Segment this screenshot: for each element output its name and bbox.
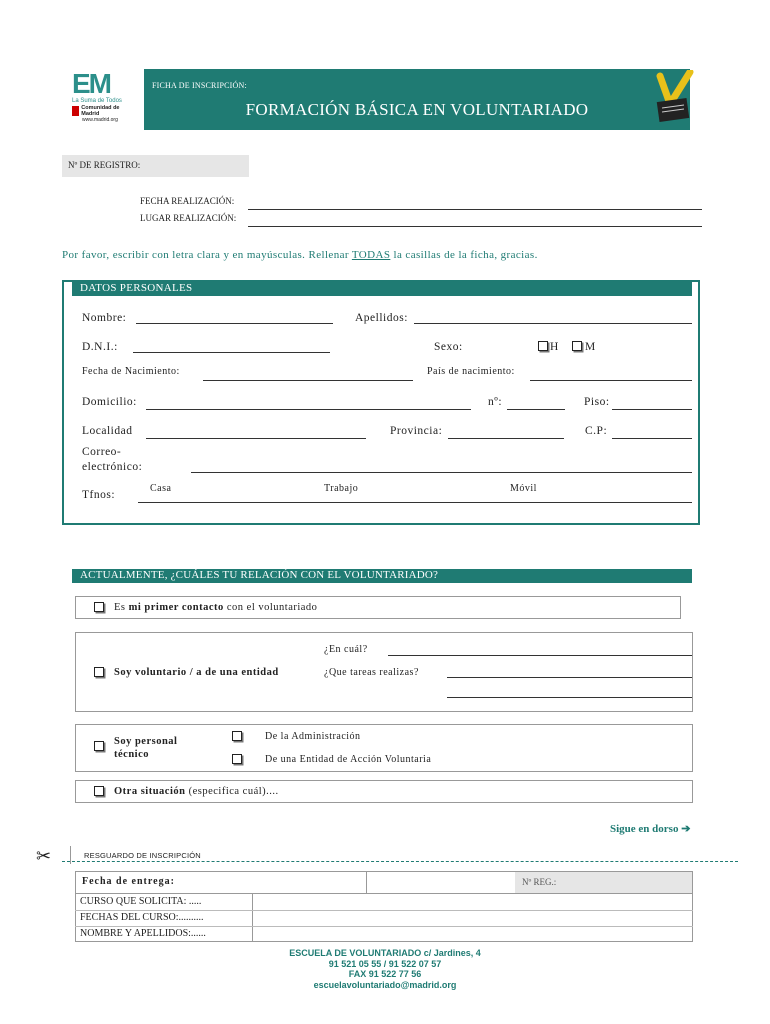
primer-contacto-c: con el voluntariado <box>223 602 318 613</box>
escuela-telefonos: 91 521 05 55 / 91 522 07 57 <box>328 958 442 969</box>
instructions-emph: TODAS <box>351 249 391 261</box>
datos-personales-header <box>72 281 692 296</box>
page-title: FORMACIÓN BÁSICA EN VOLUNTARIADO <box>245 100 589 119</box>
numero-label: nº: <box>488 396 503 408</box>
pais-nacimiento-label: País de nacimiento: <box>427 366 515 377</box>
administracion-checkbox[interactable] <box>232 731 242 741</box>
numero-line[interactable] <box>507 409 565 410</box>
escuela-fax: FAX 91 522 77 56 <box>348 969 422 979</box>
dni-label: D.N.I.: <box>82 341 118 353</box>
logo-em-text: EM <box>72 68 110 99</box>
cut-line <box>62 861 738 862</box>
cut-line-vertical <box>70 846 71 864</box>
localidad-label: Localidad <box>82 425 133 437</box>
voluntario-entidad-checkbox[interactable] <box>94 667 104 677</box>
scissors-icon: ✂ <box>36 846 52 866</box>
primer-contacto-b: mi primer contacto <box>128 602 224 613</box>
primer-contacto-checkbox[interactable] <box>94 602 104 612</box>
fechas-curso-label: FECHAS DEL CURSO:.......... <box>80 912 204 923</box>
nombre-line[interactable] <box>136 323 333 324</box>
sexo-h-checkbox[interactable] <box>538 341 548 351</box>
logo-comunidad: Comunidad de Madrid <box>81 105 120 117</box>
escuela-address: ESCUELA DE VOLUNTARIADO c/ Jardines, 4 <box>289 948 481 958</box>
entidad-accion-voluntaria-checkbox[interactable] <box>232 754 242 764</box>
fecha-nacimiento-line[interactable] <box>203 380 413 381</box>
primer-contacto-a: Es <box>114 602 129 613</box>
sexo-m-checkbox[interactable] <box>572 341 582 351</box>
apellidos-line[interactable] <box>414 323 692 324</box>
tfno-casa-label: Casa <box>150 483 172 494</box>
madrid-flag-icon <box>72 106 79 116</box>
instructions-text <box>62 249 538 261</box>
registro-field[interactable] <box>62 155 249 177</box>
fecha-entrega-label: Fecha de entrega: <box>82 876 175 887</box>
piso-label: Piso: <box>584 396 610 408</box>
instructions-before: Por favor, escribir con letra clara y en mayúsculas. Rellenar <box>62 249 352 261</box>
datos-personales-title: DATOS PERSONALES <box>80 282 193 294</box>
voluntariado-v-icon <box>650 70 700 130</box>
nombre-apellidos-label: NOMBRE Y APELLIDOS:...... <box>80 928 206 939</box>
provincia-line[interactable] <box>448 438 564 439</box>
provincia-label: Provincia: <box>390 425 443 437</box>
personal-tecnico-label-2: técnico <box>114 749 149 760</box>
nombre-label: Nombre: <box>82 312 127 324</box>
apellidos-label: Apellidos: <box>355 312 408 324</box>
sexo-label: Sexo: <box>434 341 463 353</box>
lugar-realizacion-line[interactable] <box>248 226 702 227</box>
en-cual-label: ¿En cuál? <box>324 644 368 655</box>
otra-situacion-b: (especifica cuál).... <box>185 786 279 797</box>
fecha-nacimiento-label: Fecha de Nacimiento: <box>82 366 180 377</box>
registro-label: Nº DE REGISTRO: <box>68 160 141 170</box>
correo-line[interactable] <box>191 472 692 473</box>
que-tareas-label: ¿Que tareas realizas? <box>324 667 419 678</box>
title-banner <box>144 69 690 130</box>
sexo-h-label: H <box>550 341 559 353</box>
escuela-email[interactable]: escuelavoluntariado@madrid.org <box>313 979 457 990</box>
relacion-header <box>72 569 692 583</box>
sigue-en-dorso: Sigue en dorso ➔ <box>610 823 691 835</box>
otra-situacion-label <box>114 786 279 797</box>
tfno-trabajo-label: Trabajo <box>324 483 359 494</box>
primer-contacto-label <box>114 602 317 613</box>
otra-situacion-checkbox[interactable] <box>94 786 104 796</box>
administracion-label: De la Administración <box>265 731 361 742</box>
cp-line[interactable] <box>612 438 692 439</box>
que-tareas-line[interactable] <box>447 677 692 678</box>
resguardo-col-divider <box>252 894 253 942</box>
nreg-label: Nº REG.: <box>522 877 557 887</box>
que-tareas-line-2[interactable] <box>447 697 692 698</box>
logo-url: www.madrid.org <box>82 117 118 123</box>
localidad-line[interactable] <box>146 438 366 439</box>
logo-tagline: La Suma de Todos <box>72 98 122 104</box>
instructions-after: la casillas de la ficha, gracias. <box>390 249 538 261</box>
tfno-movil-label: Móvil <box>510 483 537 494</box>
tfnos-line[interactable] <box>138 502 692 503</box>
curso-solicita-label: CURSO QUE SOLICITA: ..... <box>80 896 202 907</box>
sexo-m-label: M <box>585 341 596 353</box>
relacion-title: ACTUALMENTE, ¿CUÁLES TU RELACIÓN CON EL VOLUNTARIADO? <box>80 569 439 581</box>
piso-line[interactable] <box>612 409 692 410</box>
dni-line[interactable] <box>133 352 330 353</box>
pais-nacimiento-line[interactable] <box>530 380 692 381</box>
fecha-realizacion-line[interactable] <box>248 209 702 210</box>
personal-tecnico-checkbox[interactable] <box>94 741 104 751</box>
correo-label-1: Correo- <box>82 446 122 458</box>
resguardo-row-divider-2 <box>75 926 693 927</box>
en-cual-line[interactable] <box>388 655 692 656</box>
correo-label-2: electrónico: <box>82 461 143 473</box>
fecha-realizacion-label: FECHA REALIZACIÓN: <box>140 196 235 206</box>
escuela-voluntariado-logo <box>650 70 700 130</box>
domicilio-line[interactable] <box>146 409 471 410</box>
domicilio-label: Domicilio: <box>82 396 137 408</box>
entidad-accion-voluntaria-label: De una Entidad de Acción Voluntaria <box>265 754 432 765</box>
resguardo-label: RESGUARDO DE INSCRIPCIÓN <box>84 851 201 860</box>
tfnos-label: Tfnos: <box>82 489 116 501</box>
cp-label: C.P: <box>585 425 608 437</box>
resguardo-row-divider-1 <box>75 910 693 911</box>
comunidad-madrid-logo <box>72 70 134 130</box>
contact-block <box>0 948 770 990</box>
personal-tecnico-label-1: Soy personal <box>114 736 178 747</box>
voluntario-entidad-label: Soy voluntario / a de una entidad <box>114 667 279 678</box>
otra-situacion-a: Otra situación <box>114 786 186 797</box>
ficha-label: FICHA DE INSCRIPCIÓN: <box>152 81 247 90</box>
lugar-realizacion-label: LUGAR REALIZACIÓN: <box>140 213 237 223</box>
